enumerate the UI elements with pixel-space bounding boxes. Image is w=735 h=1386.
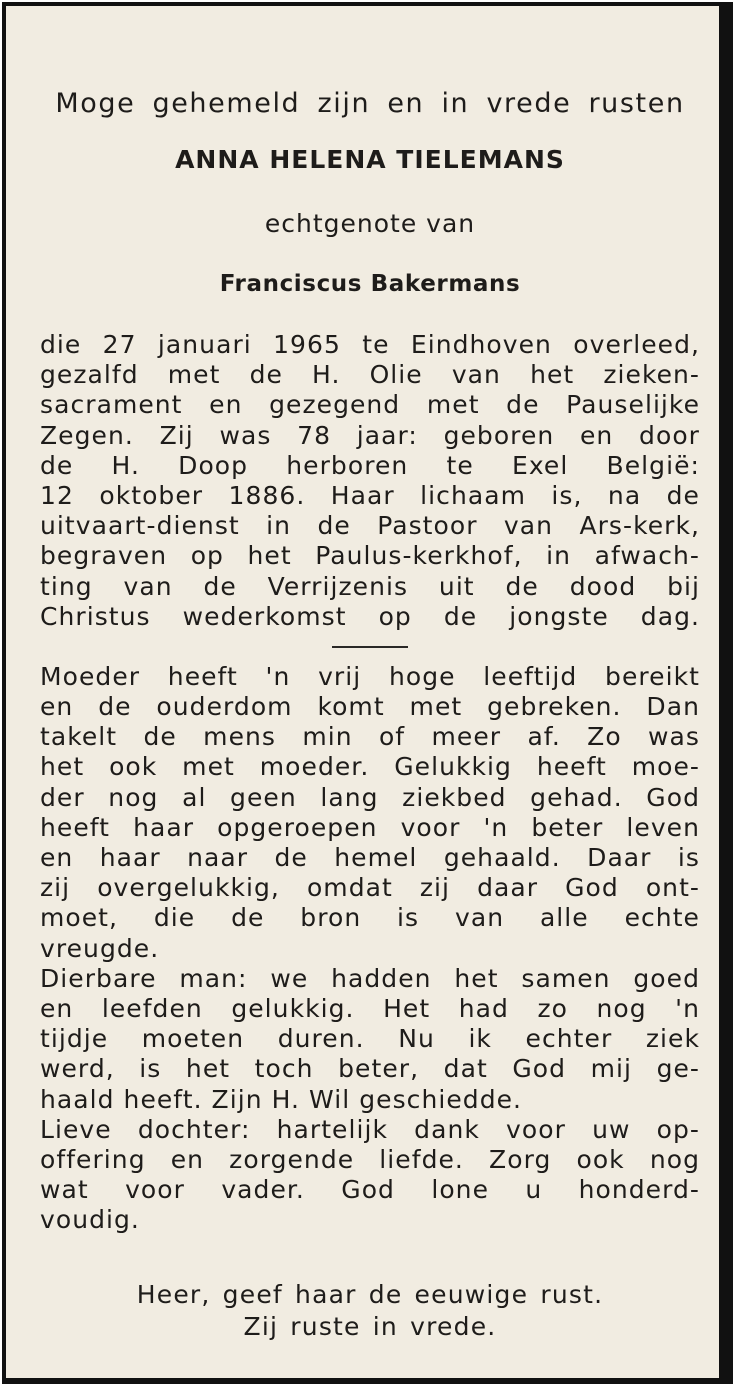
biography-line: Christus wederkomst op de jongste dag. — [40, 601, 700, 631]
message-line: vreugde. — [40, 933, 160, 963]
memorial-card — [2, 2, 733, 1384]
biography-line: ting van de Verrijzenis uit de dood bij — [40, 571, 700, 601]
message-line: der nog al geen lang ziekbed gehad. God — [40, 782, 700, 812]
biography-line: Zegen. Zij was 78 jaar: geboren en door — [40, 420, 700, 450]
biography-line: die 27 januari 1965 te Eindhoven overleed, — [40, 330, 700, 359]
biography-line: 12 oktober 1886. Haar lichaam is, na de — [40, 480, 700, 510]
message-paragraph — [40, 662, 700, 1236]
message-line: zij overgelukkig, omdat zij daar God ont- — [40, 873, 700, 903]
closing-prayer — [40, 1279, 700, 1343]
biography-paragraph — [40, 330, 700, 632]
message-line: en de ouderdom komt met gebreken. Dan — [40, 692, 700, 722]
message-line: takelt de mens min of meer af. Zo was — [40, 722, 700, 752]
blessing-line: Moge gehemeld zijn en in vrede rusten — [55, 88, 685, 119]
message-line: heeft haar opgeroepen voor 'n beter leven — [40, 812, 700, 842]
message-line: offering en zorgende liefde. Zorg ook nog — [40, 1144, 700, 1174]
message-line: werd, is het toch beter, dat God mij ge- — [40, 1054, 700, 1084]
biography-line: uitvaart-dienst in de Pastoor van Ars-kerk, — [40, 511, 700, 541]
biography-line: gezalfd met de H. Olie van het zieken- — [40, 360, 700, 390]
message-line: tijdje moeten duren. Nu ik echter ziek — [40, 1024, 700, 1054]
message-line: het ook met moeder. Gelukkig heeft moe- — [40, 752, 700, 782]
closing-line-2: Zij ruste in vrede. — [243, 1312, 497, 1342]
message-line: en leefden gelukkig. Het had zo nog 'n — [40, 993, 700, 1023]
message-line: voudig. — [40, 1205, 140, 1235]
closing-line-1: Heer, geef haar de eeuwige rust. — [136, 1280, 604, 1310]
deceased-name: ANNA HELENA TIELEMANS — [175, 145, 565, 174]
spouse-label: echtgenote van — [264, 209, 476, 238]
message-line: Moeder heeft 'n vrij hoge leeftijd bereikt — [40, 661, 700, 691]
spouse-name: Franciscus Bakermans — [219, 271, 521, 297]
message-line: wat voor vader. God lone u honderd- — [40, 1175, 700, 1205]
message-line: Dierbare man: we hadden het samen goed — [40, 963, 700, 993]
message-line: Lieve dochter: hartelijk dank voor uw op- — [40, 1114, 700, 1144]
message-line: moet, die de bron is van alle echte — [40, 903, 700, 933]
card-content — [40, 82, 700, 1343]
biography-line: de H. Doop herboren te Exel België: — [40, 450, 700, 480]
section-divider — [332, 646, 408, 648]
message-line: en haar naar de hemel gehaald. Daar is — [40, 843, 700, 872]
biography-line: sacrament en gezegend met de Pauselijke — [40, 390, 700, 420]
message-line: haald heeft. Zijn H. Wil geschiedde. — [40, 1084, 523, 1114]
biography-line: begraven op het Paulus-kerkhof, in afwach- — [40, 541, 700, 571]
